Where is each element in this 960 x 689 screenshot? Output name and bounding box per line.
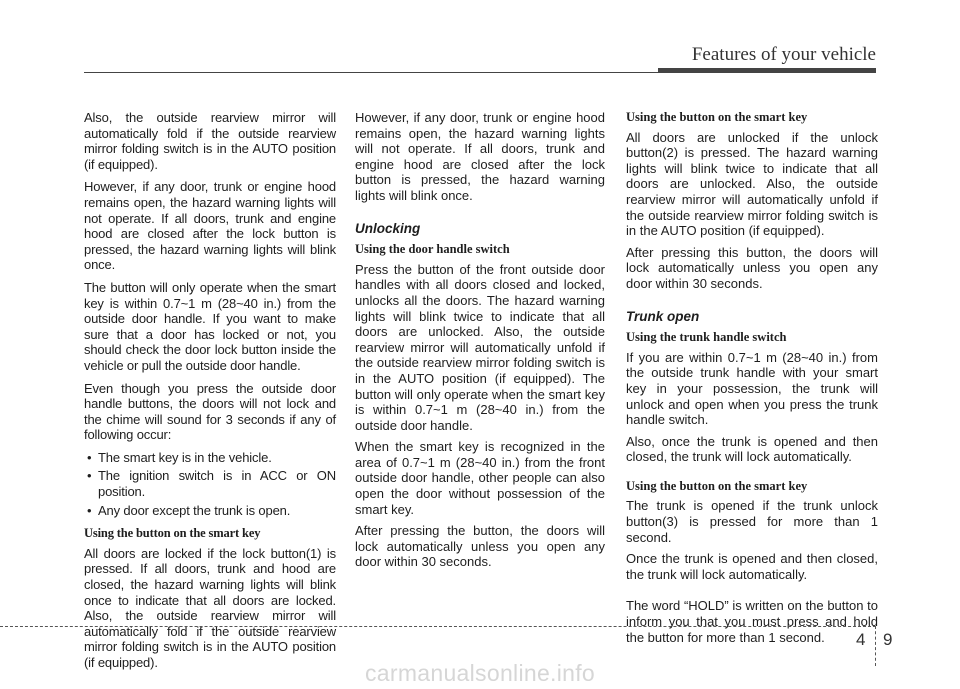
subheading: Using the button on the smart key: [84, 526, 261, 541]
paragraph: Also, the outside rearview mirror will automatically fold if the outside rearview mirror folding switch is in the AUTO position (if equipped).: [84, 110, 336, 172]
list-item-text: Any door except the trunk is open.: [98, 502, 291, 518]
subheading: Using the trunk handle switch: [626, 330, 787, 345]
footer-rule: [0, 626, 876, 627]
list-item: [84, 503, 336, 519]
subheading: Using the button on the smart key: [626, 478, 808, 493]
paragraph: Even though you press the outside door handle buttons, the doors will not lock and the chime will sound for 3 seconds if any of following occur:: [84, 380, 336, 443]
bullet-icon: •: [87, 449, 92, 465]
paragraph: All doors are unlocked if the unlock button(2) is pressed. The hazard warning lights will blink twice to indicate that all doors are unlocked. Also, the outside rearview mirror will automatically unfold if the outside rearview mirror folding switch is in the AUTO position (if equipped).: [626, 129, 878, 239]
paragraph: After pressing the button, the doors will lock automatically unless you open any door within 30 seconds.: [355, 523, 605, 570]
page-number: 9: [883, 630, 893, 649]
list-item-text: The smart key is in the vehicle.: [98, 449, 272, 465]
paragraph: However, if any door, trunk or engine hood remains open, the hazard warning lights will not operate. If all doors, trunk and engine hood are closed after the lock button is pressed, the hazard warning lights will blink once.: [84, 179, 336, 273]
subheading: Using the button on the smart key: [626, 110, 808, 124]
bullet-icon: •: [87, 502, 92, 518]
column-2: [355, 110, 605, 576]
paragraph: The word “HOLD” is written on the button to inform you that you must press and hold the button for more than 1 second.: [626, 598, 878, 645]
paragraph: If you are within 0.7~1 m (28~40 in.) from the outside trunk handle with your smart key in your possession, the trunk will unlock and open when you press the trunk handle switch.: [626, 349, 878, 428]
paragraph: Press the button of the front outside door handles with all doors closed and locked, unlocks all the doors. The hazard warning lights will blink twice to indicate that all doors are unlocked. Also, the outside rearview mirror will automatically unfold if the outside rearview mirror folding switch is in the AUTO position (if equipped). The button will only operate when the smart key is within 0.7~1 m (28~40 in.) from the outside door handle.: [355, 261, 605, 433]
header-rule: [84, 72, 876, 73]
paragraph: The trunk is opened if the trunk unlock button(3) is pressed for more than 1 second.: [626, 498, 878, 545]
paragraph: All doors are locked if the lock button(1) is pressed. If all doors, trunk and hood are closed, the hazard warning lights will blink once to indicate that all doors are locked. Also, the outside rearview mirror will automatically fold if the outside rearview mirror folding switch is in the AUTO position (if equipped).: [84, 545, 336, 670]
chapter-number: 4: [856, 630, 866, 649]
section-heading-trunk-open: Trunk open: [626, 308, 700, 324]
paragraph: The button will only operate when the smart key is within 0.7~1 m (28~40 in.) from the outside door handle. If you want to make sure that a door has locked or not, you should check the door lock button inside the vehicle or pull the outside door handle.: [84, 279, 336, 373]
paragraph: After pressing this button, the doors will lock automatically unless you open any door within 30 seconds.: [626, 244, 878, 291]
paragraph: When the smart key is recognized in the area of 0.7~1 m (28~40 in.) from the front outside door handle, other people can also open the door without possession of the smart key.: [355, 439, 605, 517]
bullet-icon: •: [87, 468, 92, 484]
list-item: [84, 450, 336, 466]
watermark: carmanualsonline.info: [364, 660, 596, 686]
column-3: [626, 110, 878, 651]
section-heading-unlocking: Unlocking: [355, 220, 421, 236]
condition-list: [84, 450, 336, 518]
list-item: [84, 468, 336, 499]
page-header-title: Features of your vehicle: [691, 44, 876, 65]
subheading: Using the door handle switch: [355, 242, 510, 257]
paragraph: Also, once the trunk is opened and then closed, the trunk will lock automatically.: [626, 433, 878, 465]
paragraph: Once the trunk is opened and then closed, the trunk will lock automatically.: [626, 551, 878, 582]
spacer: [626, 588, 878, 598]
column-1: [84, 110, 336, 678]
list-item-text: The ignition switch is in ACC or ON position.: [98, 468, 336, 500]
paragraph: However, if any door, trunk or engine hood remains open, the hazard warning lights will not operate. If all doors, trunk and engine hood are closed after the lock button is pressed, the hazard warning lights will blink once.: [355, 110, 605, 203]
